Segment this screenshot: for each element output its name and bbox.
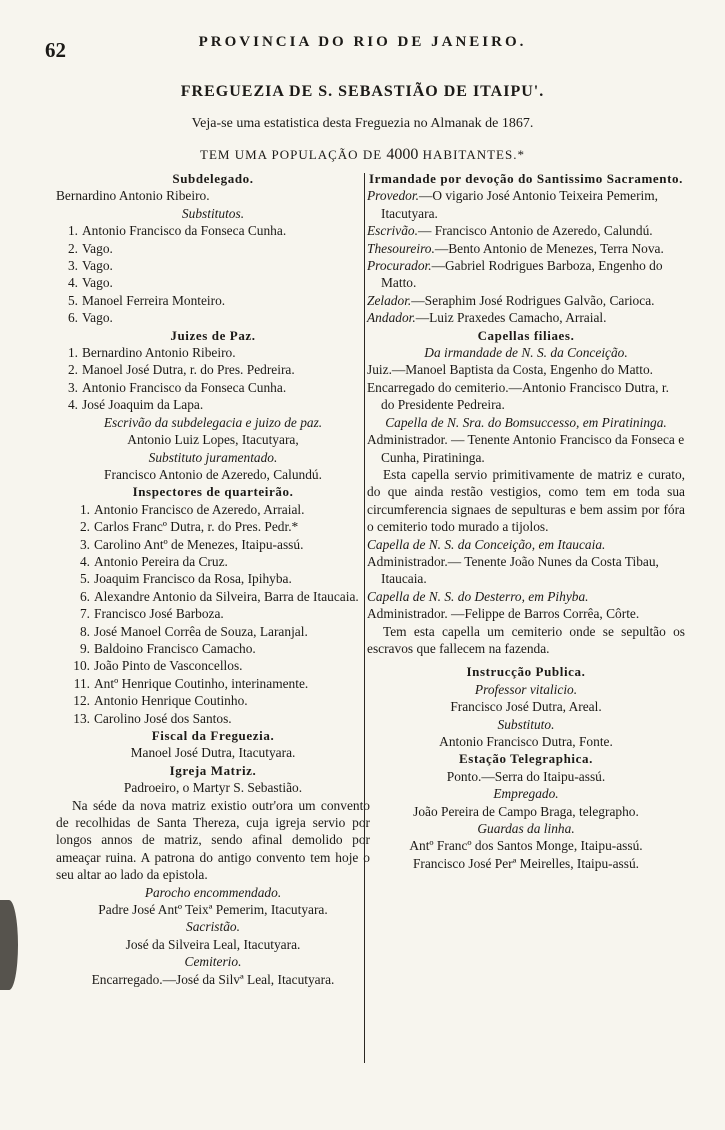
item-number: 6.: [67, 310, 78, 326]
escrivao-name: Antonio Luiz Lopes, Itacutyara,: [127, 432, 299, 448]
parocho-heading: Parocho encommendado.: [144, 884, 282, 900]
guarda-line: Antº Francº dos Santos Monge, Itaipu-assú.: [409, 838, 643, 854]
cemiterio-heading: Cemiterio.: [184, 954, 242, 970]
item-text: —Seraphim José Rodrigues Galvão, Carioca.: [411, 292, 655, 308]
da-irmandade-heading: Da irmandade de N. S. da Conceição.: [424, 345, 628, 361]
list-item: [367, 222, 685, 239]
list-item: [56, 588, 370, 605]
item-text: Antonio Pereira da Cruz.: [94, 553, 228, 569]
desterro-administrador: Administrador. —Felippe de Barros Corrêa, Côrte.: [367, 606, 640, 622]
conceicao-administrador: Administrador.— Tenente João Nunes da Costa Tibau, Itaucaia.: [367, 553, 659, 587]
item-text: —O vigario José Antonio Teixeira Pemerim, Itacutyara.: [381, 188, 659, 221]
item-number: 3.: [67, 258, 78, 274]
professor-name: Francisco José Dutra, Areal.: [450, 699, 602, 715]
list-item: [56, 257, 370, 274]
list-item: [367, 187, 685, 222]
list-item: [56, 501, 370, 518]
list-item: [56, 292, 370, 309]
item-number: 9.: [79, 640, 90, 656]
right-column: [367, 170, 685, 872]
sacristao-name: José da Silveira Leal, Itacutyara.: [125, 936, 301, 952]
item-number: 3.: [79, 536, 90, 552]
list-item: [56, 605, 370, 622]
list-item: [367, 257, 685, 292]
substitutos-heading: Substitutos.: [181, 205, 245, 221]
item-text: Joaquim Francisco da Rosa, Ipihyba.: [94, 571, 292, 587]
list-item: [56, 344, 370, 361]
item-number: 6.: [79, 588, 90, 604]
substituto-juramentado-heading: Substituto juramentado.: [148, 449, 278, 465]
item-text: Alexandre Antonio da Silveira, Barra de Itaucaia.: [94, 588, 359, 604]
list-item: [56, 309, 370, 326]
item-text: Vago.: [82, 275, 113, 291]
item-text: Vago.: [82, 240, 113, 256]
page-title: FREGUEZIA DE S. SEBASTIÃO DE ITAIPU'.: [180, 83, 545, 100]
item-text: Carolino José dos Santos.: [94, 710, 232, 726]
item-number: 1.: [79, 501, 90, 517]
list-item: [56, 640, 370, 657]
professor-heading: Professor vitalicio.: [474, 681, 578, 697]
item-number: 1.: [67, 345, 78, 361]
item-number: 10.: [73, 658, 90, 674]
instrucao-heading: Instrucção Publica.: [466, 664, 586, 680]
item-number: 2.: [79, 519, 90, 535]
list-item: [56, 518, 370, 535]
item-text: —Bento Antonio de Menezes, Terra Nova.: [434, 240, 664, 256]
item-text: Francisco José Barboza.: [94, 606, 224, 622]
role-label: Zelador.: [367, 292, 412, 308]
item-text: José Joaquim da Lapa.: [82, 397, 204, 413]
role-label: Procurador.: [367, 258, 432, 274]
item-number: 2.: [67, 362, 78, 378]
item-text: João Pinto de Vasconcellos.: [94, 658, 243, 674]
item-text: Antonio Henrique Coutinho.: [94, 693, 248, 709]
item-text: Vago.: [82, 310, 113, 326]
item-text: Baldoino Francisco Camacho.: [94, 640, 256, 656]
sacristao-heading: Sacristão.: [186, 919, 240, 935]
list-item: [56, 553, 370, 570]
list-item: [56, 222, 370, 239]
item-number: 4.: [67, 397, 78, 413]
list-item: [56, 710, 370, 727]
item-number: 8.: [79, 623, 90, 639]
substituto-juramentado-name: Francisco Antonio de Azeredo, Calundú.: [104, 466, 322, 482]
role-label: Andador.: [367, 310, 416, 326]
cemiterio-line: Encarregado.—José da Silvª Leal, Itacutyara.: [91, 971, 335, 987]
juizes-list: [56, 344, 370, 414]
list-item: [367, 309, 685, 326]
item-text: Antonio Francisco da Fonseca Cunha.: [82, 379, 287, 395]
substituto-name: Antonio Francisco Dutra, Fonte.: [439, 734, 613, 749]
substitutos-list: [56, 222, 370, 326]
role-label: Escrivão.: [367, 223, 418, 239]
irmandade-list: [367, 187, 685, 326]
desterro-heading: Capella de N. S. do Desterro, em Pihyba.: [367, 588, 589, 604]
item-text: Antº Henrique Coutinho, interinamente.: [94, 675, 309, 691]
item-number: 4.: [67, 275, 78, 291]
running-head: PROVINCIA DO RIO DE JANEIRO.: [198, 34, 527, 50]
estacao-heading: Estação Telegraphica.: [459, 751, 593, 767]
encarregado-cemiterio-line: Encarregado do cemiterio.—Antonio Francisco Dutra, r. do Presidente Pedreira.: [367, 379, 669, 413]
page-number: 62: [45, 38, 66, 62]
item-number: 5.: [67, 292, 78, 308]
item-text: —Gabriel Rodrigues Barboza, Engenho do Matto.: [381, 258, 663, 291]
role-label: Provedor.: [367, 188, 419, 204]
list-item: [56, 536, 370, 553]
list-item: [56, 379, 370, 396]
bomsuccesso-heading: Capella de N. Sra. do Bomsuccesso, em Piratininga.: [385, 414, 667, 430]
irmandade-heading: Irmandade por devoção do Santissimo Sacramento.: [369, 171, 683, 186]
guardas-heading: Guardas da linha.: [477, 821, 575, 837]
list-item: [56, 274, 370, 291]
item-text: Bernardino Antonio Ribeiro.: [82, 345, 236, 361]
empregado-name: João Pereira de Campo Braga, telegrapho.: [413, 803, 639, 819]
desterro-paragraph: Tem esta capella um cemiterio onde se sepultão os escravos que fallecem na fazenda.: [367, 623, 685, 656]
almanak-note: Veja-se uma estatistica desta Freguezia no Almanak de 1867.: [191, 116, 534, 131]
parocho-name: Padre José Antº Teixª Pemerim, Itacutyara.: [98, 902, 328, 918]
item-number: 3.: [67, 379, 78, 395]
item-number: 5.: [79, 571, 90, 587]
substituto-heading: Substituto.: [497, 716, 555, 732]
item-number: 1.: [67, 223, 78, 239]
guarda-line: Francisco José Perª Meirelles, Itaipu-assú.: [412, 855, 640, 871]
list-item: [56, 240, 370, 257]
item-text: — Francisco Antonio de Azeredo, Calundú.: [417, 223, 653, 239]
list-item: [56, 623, 370, 640]
ponto-line: Ponto.—Serra do Itaipu-assú.: [446, 768, 606, 784]
item-text: —Luiz Praxedes Camacho, Arraial.: [415, 310, 607, 326]
list-item: [367, 292, 685, 309]
list-item: [56, 692, 370, 709]
list-item: [367, 240, 685, 257]
fiscal-name: Manoel José Dutra, Itacutyara.: [130, 745, 296, 761]
item-text: José Manoel Corrêa de Souza, Laranjal.: [94, 623, 308, 639]
item-text: Carlos Francº Dutra, r. do Pres. Pedr.*: [94, 519, 299, 535]
item-number: 7.: [79, 606, 90, 622]
igreja-paragraph: Na séde da nova matriz existio outr'ora um convento de recolhidas de Santa Thereza, cuja igreja servio por longos annos de matriz, sendo afinal demolido por ameaçar ruina. A patrona do antigo convento tem hoje o seu altar ao lado da epistola.: [56, 797, 370, 883]
item-text: Manoel José Dutra, r. do Pres. Pedreira.: [82, 362, 295, 378]
item-number: 2.: [67, 240, 78, 256]
inspectores-list: [56, 501, 370, 727]
population-post: HABITANTES.*: [422, 147, 525, 162]
list-item: [56, 570, 370, 587]
escrivao-heading: Escrivão da subdelegacia e juizo de paz.: [103, 414, 323, 430]
population-line: [0, 146, 725, 164]
bomsuccesso-administrador: Administrador. — Tenente Antonio Francisco da Fonseca e Cunha, Piratininga.: [367, 432, 685, 465]
conceicao-heading: Capella de N. S. da Conceição, em Itaucaia.: [367, 536, 606, 552]
list-item: [56, 675, 370, 692]
empregado-heading: Empregado.: [493, 786, 559, 802]
item-text: Antonio Francisco da Fonseca Cunha.: [82, 223, 287, 239]
item-number: 11.: [73, 675, 90, 691]
juiz-line: Juiz.—Manoel Baptista da Costa, Engenho do Matto.: [367, 362, 653, 378]
item-text: Antonio Francisco de Azeredo, Arraial.: [94, 501, 305, 517]
page-edge-stain: [0, 900, 18, 990]
subdelegado-heading: Subdelegado.: [172, 171, 254, 186]
item-text: Manoel Ferreira Monteiro.: [82, 292, 226, 308]
left-column: [56, 170, 370, 988]
igreja-heading: Igreja Matriz.: [169, 762, 257, 778]
item-number: 4.: [79, 553, 90, 569]
subdelegado-name: Bernardino Antonio Ribeiro.: [56, 188, 210, 204]
padroeiro-line: Padroeiro, o Martyr S. Sebastião.: [123, 780, 303, 796]
role-label: Thesoureiro.: [367, 240, 435, 256]
population-number: 4000: [386, 146, 419, 163]
item-number: 12.: [73, 693, 90, 709]
population-pre: TEM UMA POPULAÇÃO DE: [200, 147, 383, 162]
list-item: [56, 657, 370, 674]
list-item: [56, 396, 370, 413]
fiscal-heading: Fiscal da Freguezia.: [151, 728, 275, 743]
capellas-heading: Capellas filiaes.: [477, 327, 575, 343]
item-text: Carolino Antº de Menezes, Itaipu-assú.: [94, 536, 304, 552]
inspectores-heading: Inspectores de quarteirão.: [132, 484, 294, 500]
juizes-heading: Juizes de Paz.: [170, 327, 256, 343]
item-number: 13.: [73, 710, 90, 726]
item-text: Vago.: [82, 258, 113, 274]
list-item: [56, 361, 370, 378]
bomsuccesso-paragraph: Esta capella servio primitivamente de matriz e curato, do que ainda restão vestigios, como tem em toda sua circumferencia signaes de sepulturas e bem assim por fóra o cemiterio todo murado a tijolos.: [367, 466, 685, 535]
